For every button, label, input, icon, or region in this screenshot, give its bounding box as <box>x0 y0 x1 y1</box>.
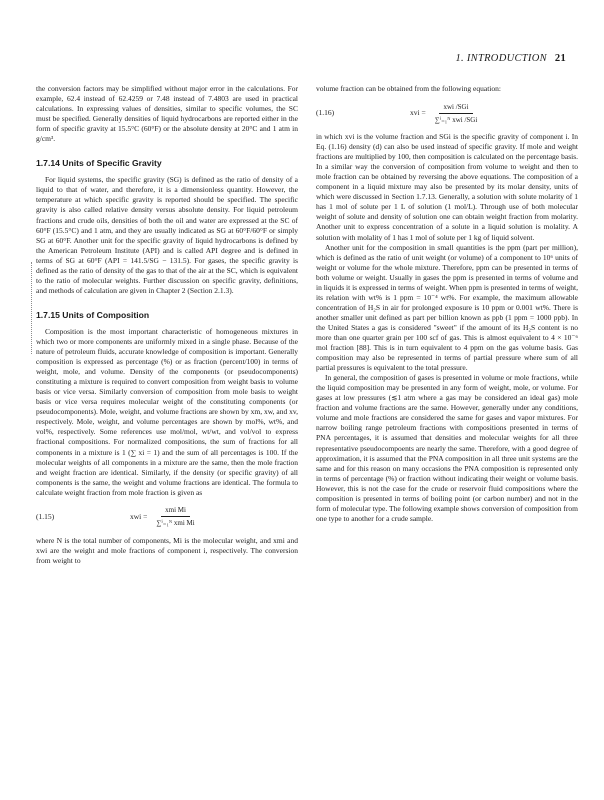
running-header <box>455 53 566 64</box>
chapter-title: 1. INTRODUCTION <box>455 53 547 64</box>
equation-number: (1.15) <box>36 511 55 521</box>
fraction-numerator: xmi Mi <box>161 505 190 517</box>
paragraph-gas-liquid-composition: In general, the composition of gases is presented in volume or mole fractions, while the liquid composition may be presented in any form of weight, mole, or volume. For gases at low pressures (≲1 atm where a gas may be considered an ideal gas) mole fraction and volume fractions are the same. However, generally under any conditions, volume and mole fractions are considered the same for gases and vapor mixtures. For narrow boiling range petroleum fractions with compositions presented in terms of PNA percentages, it is assumed that densities and molecular weights for all three representative pseudocompoents are nearly the same. Therefore, with a good degree of approximation, it is assumed that the PNA composition in all three unit systems are the same and for this reason on many occasions the PNA composition is represented only in terms of percentage (%) or fraction without indicating their weight or volume basis. However, this is not the case for the crude or reservoir fluid compositions where the composition is presented in terms of boiling point (or carbon number) and not in the form of molecular type. The following example shows conversion of composition from one type to another for a crude sample. <box>316 373 578 523</box>
section-heading-composition: 1.7.15 Units of Composition <box>36 309 150 320</box>
equation-lhs: xvi = <box>410 108 426 118</box>
paragraph-density-units: the conversion factors may be simplified without major error in the calculations. For example, 62.4 instead of 62.4259 or 7.48 instead of 7.4803 are used in practical calculations. In expressing values of densities, similar to specific volumes, the SC must be specified. Generally densities of liquid hydrocarbons are reported either in the form of specific gravity at 15.5°C (60°F) or the absolute density at 20°C and 1 atm in g/cm³. <box>36 84 298 144</box>
fraction-numerator: xwi /SGi <box>439 102 472 114</box>
fraction-denominator: ∑ⁱ₌₁ᴺ xmi Mi <box>156 519 195 528</box>
paragraph-specific-gravity: For liquid systems, the specific gravity (SG) is defined as the ratio of density of a liquid to that of water, and therefore, it is a dimensionless quantity. However, the temperature at which specific gravity is reported should be specified. The specific gravity is also called relative density versus absolute density. For liquid petroleum fractions and crude oils, densities of both the oil and water are expressed at the SC of 60°F (15.5°C) and 1 atm, and they are usually indicated as SG at 60°F/60°F or simply SG at 60°F. Another unit for the specific gravity of liquid hydrocarbons is defined by the American Petroleum Institute (API) and is called API degree and is defined in terms of SG at 60°F (API = 141.5/SG − 131.5). For gases, the specific gravity is defined as the ratio of density of the gas to that of the air at the SC, which is equivalent to the ratio of molecular weights. Further discussion on specific gravity, definitions, and methods of calculation are given in Chapter 2 (Section 2.1.3). <box>36 175 298 295</box>
equation-number: (1.16) <box>316 108 335 118</box>
paragraph-volume-fraction-intro: volume fraction can be obtained from the following equation: <box>316 84 501 93</box>
page-number: 21 <box>554 53 566 64</box>
equation-1-16 <box>316 98 578 128</box>
section-heading-specific-gravity: 1.7.14 Units of Specific Gravity <box>36 158 162 169</box>
paragraph-volume-fraction: in which xvi is the volume fraction and SGi is the specific gravity of component i. In Eq. (1.16) density (d) can also be used instead of specific gravity. If mole and weight fractions are multiplied by 100, then composition is calculated on the percentage basis. In a similar way the conversion of composition from volume to weight and then to mole fraction can be obtained by reversing the above equations. The composition of a component in a liquid mixture may also be presented by its molar density, units of which were discussed in Section 1.7.13. Generally, a solution with solute molarity of 1 has 1 mol of solute per 1 L of solution (1 mol/L). Through use of both molecular weight of solute and density of solution one can obtain weight fraction from molarity. Another unit to express concentration of a solute in a liquid solution is molality. A solution with molality of 1 has 1 mol of solute per 1 kg of liquid solvent. <box>316 132 578 242</box>
right-column <box>316 84 578 524</box>
paragraph-ppm: Another unit for the composition in small quantities is the ppm (part per million), which is defined as the ratio of unit weight (or volume) of a component to 10⁶ units of weight or volume for the whole mixture. Therefore, ppm can be presented in terms of both volume or weight. Usually in gases the ppm is presented in terms of volume and in liquids it is expressed in terms of weight. When ppm is presented in terms of weight, its relation with wt% is 1 ppm = 10⁻⁴ wt%. For example, the maximum allowable concentration of H₂S in air for prolonged exposure is 10 ppm or 0.001 wt%. There is another smaller unit defined as part per billion known as ppb (1 ppm = 1000 ppb). In the United States a gas is considered "sweet" if the amount of its H₂S content is no more than one quarter grain per 100 scf of gas. This is almost equivalent to 4 × 10⁻⁶ mol fraction [88]. This is in turn equivalent to 4 ppm on the gas volume basis. Gas composition may also be represented in terms of partial pressure where sum of all partial pressures is equivalent to the total pressure. <box>316 242 578 373</box>
equation-fraction <box>431 102 482 125</box>
equation-1-15 <box>36 502 298 532</box>
equation-fraction <box>152 505 198 528</box>
margin-change-bar <box>31 262 33 354</box>
fraction-denominator: ∑ⁱ₌₁ᴺ xwi /SGi <box>434 115 478 124</box>
paragraph-equation-1-15-explanation: where N is the total number of components, Mi is the molecular weight, and xmi and xwi are the weight and mole fractions of component i, respectively. The conversion from weight to <box>36 535 298 565</box>
paragraph-composition: Composition is the most important characteristic of homogeneous mixtures in which two or more components are uniformly mixed in a single phase. Because of the nature of petroleum fluids, accurate knowledge of composition is important. Generally composition is expressed as percentage (%) or as fraction (percent/100) in terms of weight, mole, and volume. Density of the components (or pseudocomponents) constituting a mixture is required to convert composition from weight basis to volume basis or vice versa. Similarly conversion of composition from mole basis to weight basis or vice versa requires molecular weight of the constituting components (or pseudocomponents). Mole, weight, and volume fractions are shown by xm, xw, and xv, respectively. Mole, weight, and volume percentages are shown by mol%, wt%, and vol%, respectively. Some references use mol/mol, wt/wt, and vol/vol to express fractional compositions. For normalized compositions, the sum of fractions for all components in a mixture is 1 (∑ xi = 1) and the sum of all percentages is 100. If the molecular weights of all components in a mixture are the same, then the mole fraction and weight fraction are identical. Similarly, if the density (or specific gravity) of all components is the same, the weight and volume fractions are identical. The formula to calculate weight fraction from mole fraction is given as <box>36 326 298 497</box>
equation-lhs: xwi = <box>130 511 148 521</box>
left-column <box>36 84 298 566</box>
